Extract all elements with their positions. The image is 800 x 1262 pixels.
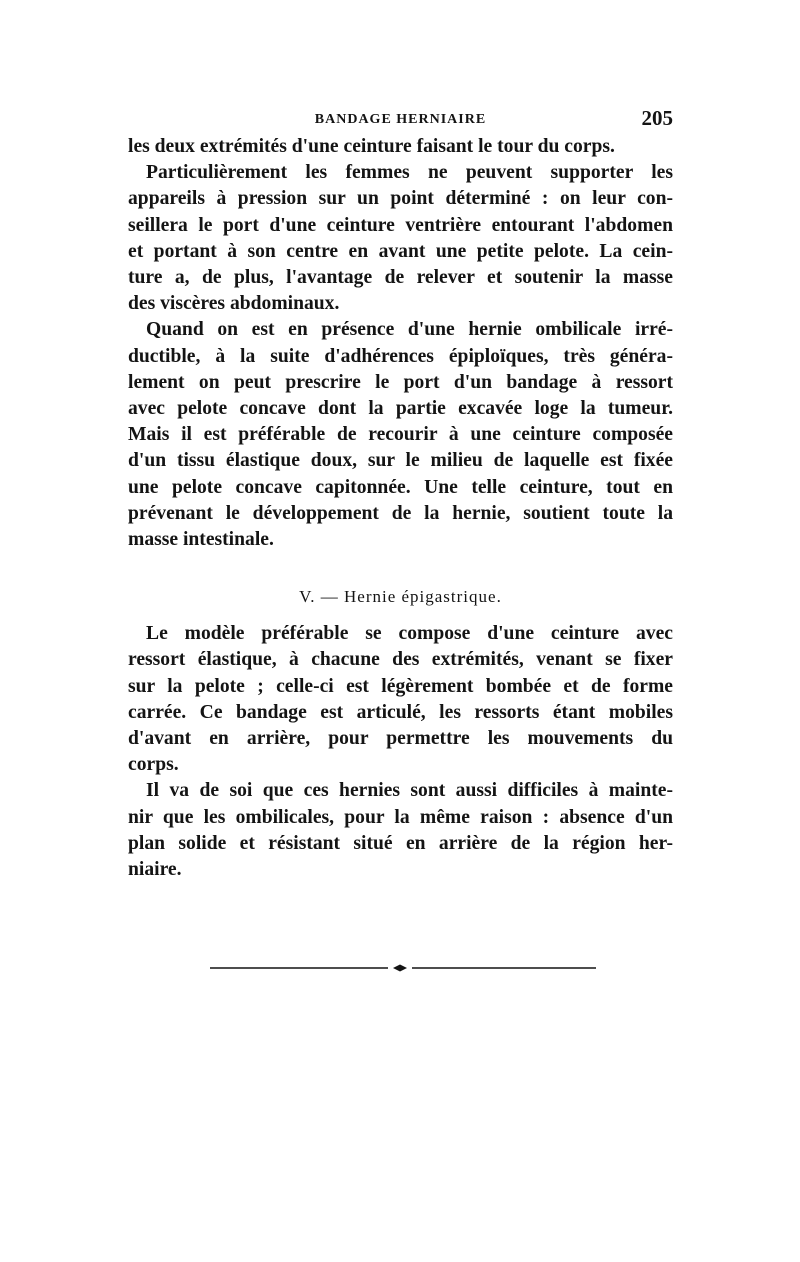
text-line: les deux extrémités d'une ceinture faisant le tour du corps. <box>128 136 615 157</box>
text-line: niaire. <box>128 859 182 881</box>
text-line: nir que les ombilicales, pour la même raison : absence d'un <box>128 806 673 828</box>
running-title: BANDAGE HERNIAIRE <box>314 112 487 127</box>
text-line: lement on peut prescrire le port d'un bandage à ressort <box>128 371 673 393</box>
text-line: avec pelote concave dont la partie excavée loge la tumeur. <box>128 398 673 420</box>
text-line: sur la pelote ; celle-ci est légèrement bombée et de forme <box>128 675 673 697</box>
text-line: plan solide et résistant situé en arrière de la région her- <box>128 832 673 854</box>
text-line: d'un tissu élastique doux, sur le milieu de laquelle est fixée <box>128 450 673 472</box>
text-line: d'avant en arrière, pour permettre les mouvements du <box>128 728 673 750</box>
book-page <box>128 104 673 883</box>
text-line: ture a, de plus, l'avantage de relever et soutenir la masse <box>128 267 673 289</box>
text-line: Mais il est préférable de recourir à une ceinture composée <box>128 424 673 446</box>
text-line: prévenant le développement de la hernie, soutient toute la <box>128 502 673 524</box>
text-line: Quand on est en présence d'une hernie ombilicale irré- <box>146 319 673 341</box>
paragraph-3 <box>128 317 673 553</box>
text-line: appareils à pression sur un point déterminé : on leur con- <box>128 188 673 210</box>
paragraph-5 <box>128 778 673 883</box>
text-line: ressort élastique, à chacune des extrémités, venant se fixer <box>128 649 673 671</box>
paragraph-2 <box>128 160 673 317</box>
text-line: seillera le port d'une ceinture ventrière entourant l'abdomen <box>128 214 673 236</box>
paragraph-1 <box>128 134 673 160</box>
text-line: masse intestinale. <box>128 529 274 551</box>
text-line: Il va de soi que ces hernies sont aussi difficiles à mainte- <box>146 780 673 802</box>
text-line: ductible, à la suite d'adhérences épiploïques, très généra- <box>128 345 673 367</box>
page-number: 205 <box>641 106 673 130</box>
diamond-rule-ornament-icon <box>210 964 596 972</box>
text-line: Le modèle préférable se compose d'une ceinture avec <box>146 623 673 645</box>
text-line: et portant à son centre en avant une petite pelote. La cein- <box>128 240 673 262</box>
running-head <box>128 104 673 134</box>
text-line: des viscères abdominaux. <box>128 293 340 315</box>
body-text <box>128 134 673 883</box>
text-line: une pelote concave capitonnée. Une telle ceinture, tout en <box>128 476 673 498</box>
text-line: Particulièrement les femmes ne peuvent supporter les <box>146 162 673 184</box>
text-line: carrée. Ce bandage est articulé, les ressorts étant mobiles <box>128 701 673 723</box>
text-line: corps. <box>128 754 179 776</box>
paragraph-4 <box>128 621 673 778</box>
section-heading: V. — Hernie épigastrique. <box>299 587 502 607</box>
